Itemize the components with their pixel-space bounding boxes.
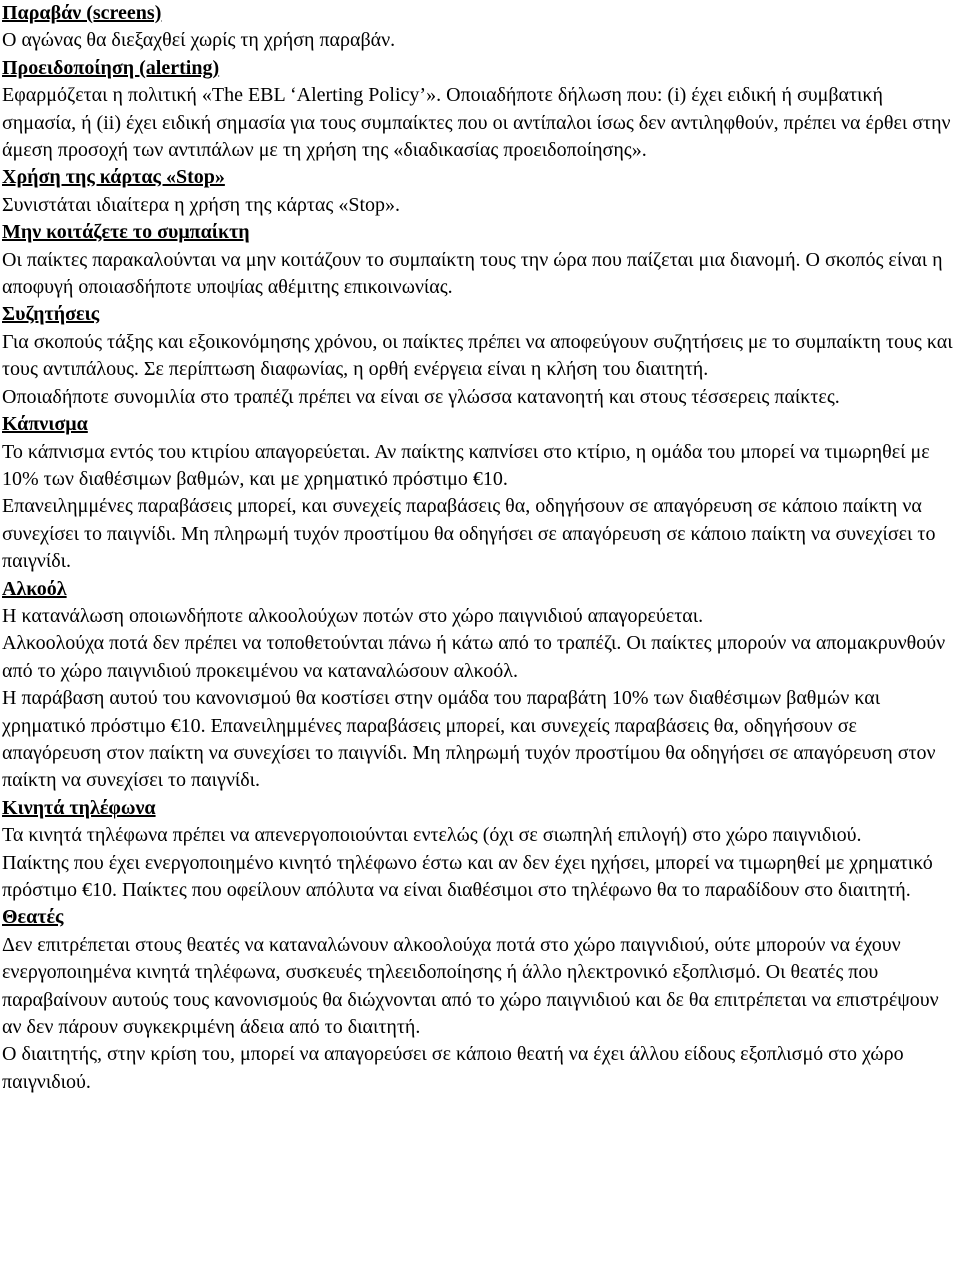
paragraph: Η παράβαση αυτού του κανονισμού θα κοστίσει στην ομάδα του παραβάτη 10% των διαθέσιμων βαθμών και χρηματικό πρόστιμο €10. Επανειλημμένες παραβάσεις μπορεί, και συνεχείς παραβάσεις θα, οδηγήσουν σε απαγόρευση στον παίκτη να συνεχίσει το παιγνίδι. Μη πληρωμή τυχόν προστίμου θα οδηγήσει σε απαγόρευση στον παίκτη να συνεχίσει το παιγνίδι.	[2, 687, 936, 792]
paragraph: Ο αγώνας θα διεξαχθεί χωρίς τη χρήση παραβάν.	[2, 29, 396, 52]
section-heading: Κινητά τηλέφωνα	[2, 796, 156, 819]
section-heading: Παραβάν (screens)	[2, 2, 162, 24]
paragraph: Το κάπνισμα εντός του κτιρίου απαγορεύεται. Αν παίκτης καπνίσει στο κτίριο, η ομάδα του μπορεί να τιμωρηθεί με 10% των διαθέσιμων βαθμών, και με χρηματικό πρόστιμο €10.	[2, 440, 930, 490]
section-heading: Συζητήσεις	[2, 303, 100, 326]
section-screens	[2, 0, 958, 55]
section-heading: Θεατές	[2, 906, 64, 929]
paragraph: Παίκτης που έχει ενεργοποιημένο κινητό τηλέφωνο έστω και αν δεν έχει ηχήσει, μπορεί να τιμωρηθεί με χρηματικό πρόστιμο €10. Παίκτες που οφείλουν απόλυτα να είναι διαθέσιμοι στο τηλέφωνο θα το παραδίδουν στο διαιτητή.	[2, 851, 933, 901]
paragraph: Επανειλημμένες παραβάσεις μπορεί, και συνεχείς παραβάσεις θα, οδηγήσουν σε απαγόρευση σε κάποιο παίκτη να συνεχίσει το παιγνίδι. Μη πληρωμή τυχόν προστίμου θα οδηγήσει σε απαγόρευση σε κάποιο παίκτη να συνεχίσει το παιγνίδι.	[2, 495, 936, 573]
section-spectators	[2, 904, 958, 1096]
section-mobile-phones	[2, 795, 958, 905]
paragraph: Δεν επιτρέπεται στους θεατές να καταναλώνουν αλκοολούχα ποτά στο χώρο παιγνιδιού, ούτε μπορούν να έχουν ενεργοποιημένα κινητά τηλέφωνα, συσκευές τηλεειδοποίησης ή άλλο ηλεκτρονικό εξοπλισμό. Οι θεατές που παραβαίνουν αυτούς τους κανονισμούς θα διώχνονται από το χώρο παιγνιδιού και δε θα επιτρέπεται να επιστρέψουν αν δεν πάρουν συγκεκριμένη άδεια από το διαιτητή.	[2, 933, 939, 1039]
paragraph: Αλκοολούχα ποτά δεν πρέπει να τοποθετούνται πάνω ή κάτω από το τραπέζι. Οι παίκτες μπορούν να απομακρυνθούν από το χώρο παιγνιδιού προκειμένου να καταναλώσουν αλκοόλ.	[2, 632, 946, 682]
section-heading: Μην κοιτάζετε το συμπαίκτη	[2, 221, 250, 244]
section-stop-card	[2, 164, 958, 219]
section-heading: Χρήση της κάρτας «Stop»	[2, 166, 225, 189]
section-alcohol	[2, 576, 958, 795]
paragraph: Οποιαδήποτε συνομιλία στο τραπέζι πρέπει να είναι σε γλώσσα κατανοητή και στους τέσσερεις παίκτες.	[2, 385, 840, 408]
section-heading: Αλκοόλ	[2, 577, 67, 600]
paragraph: Ο διαιτητής, στην κρίση του, μπορεί να απαγορεύσει σε κάποιο θεατή να έχει άλλου είδους εξοπλισμό στο χώρο παιγνιδιού.	[2, 1043, 904, 1093]
section-discussions	[2, 301, 958, 411]
paragraph: Εφαρμόζεται η πολιτική «The EBL ‘Alerting Policy’». Οποιαδήποτε δήλωση που: (i) έχει ειδική ή συμβατική σημασία, ή (ii) έχει ειδική σημασία για τους συμπαίκτες που οι αντίπαλοι ίσως δεν αντιληφθούν, πρέπει να έρθει στην άμεση προσοχή των αντιπάλων με τη χρήση της «διαδικασίας προειδοποίησης».	[2, 84, 951, 162]
section-heading: Κάπνισμα	[2, 413, 88, 436]
section-no-looking	[2, 219, 958, 301]
section-alerting	[2, 55, 958, 165]
paragraph: Η κατανάλωση οποιωνδήποτε αλκοολούχων ποτών στο χώρο παιγνιδιού απαγορεύεται.	[2, 604, 704, 627]
paragraph: Συνιστάται ιδιαίτερα η χρήση της κάρτας «Stop».	[2, 193, 401, 216]
section-smoking	[2, 411, 958, 575]
section-heading: Προειδοποίηση (alerting)	[2, 56, 220, 79]
paragraph: Τα κινητά τηλέφωνα πρέπει να απενεργοποιούνται εντελώς (όχι σε σιωπηλή επιλογή) στο χώρο παιγνιδιού.	[2, 824, 862, 847]
paragraph: Για σκοπούς τάξης και εξοικονόμησης χρόνου, οι παίκτες πρέπει να αποφεύγουν συζητήσεις με το συμπαίκτη τους και τους αντιπάλους. Σε περίπτωση διαφωνίας, η ορθή ενέργεια είναι η κλήση του διαιτητή.	[2, 330, 953, 381]
paragraph: Οι παίκτες παρακαλούνται να μην κοιτάζουν το συμπαίκτη τους την ώρα που παίζεται μια διανομή. Ο σκοπός είναι η αποφυγή οποιασδήποτε υποψίας αθέμιτης επικοινωνίας.	[2, 248, 943, 299]
